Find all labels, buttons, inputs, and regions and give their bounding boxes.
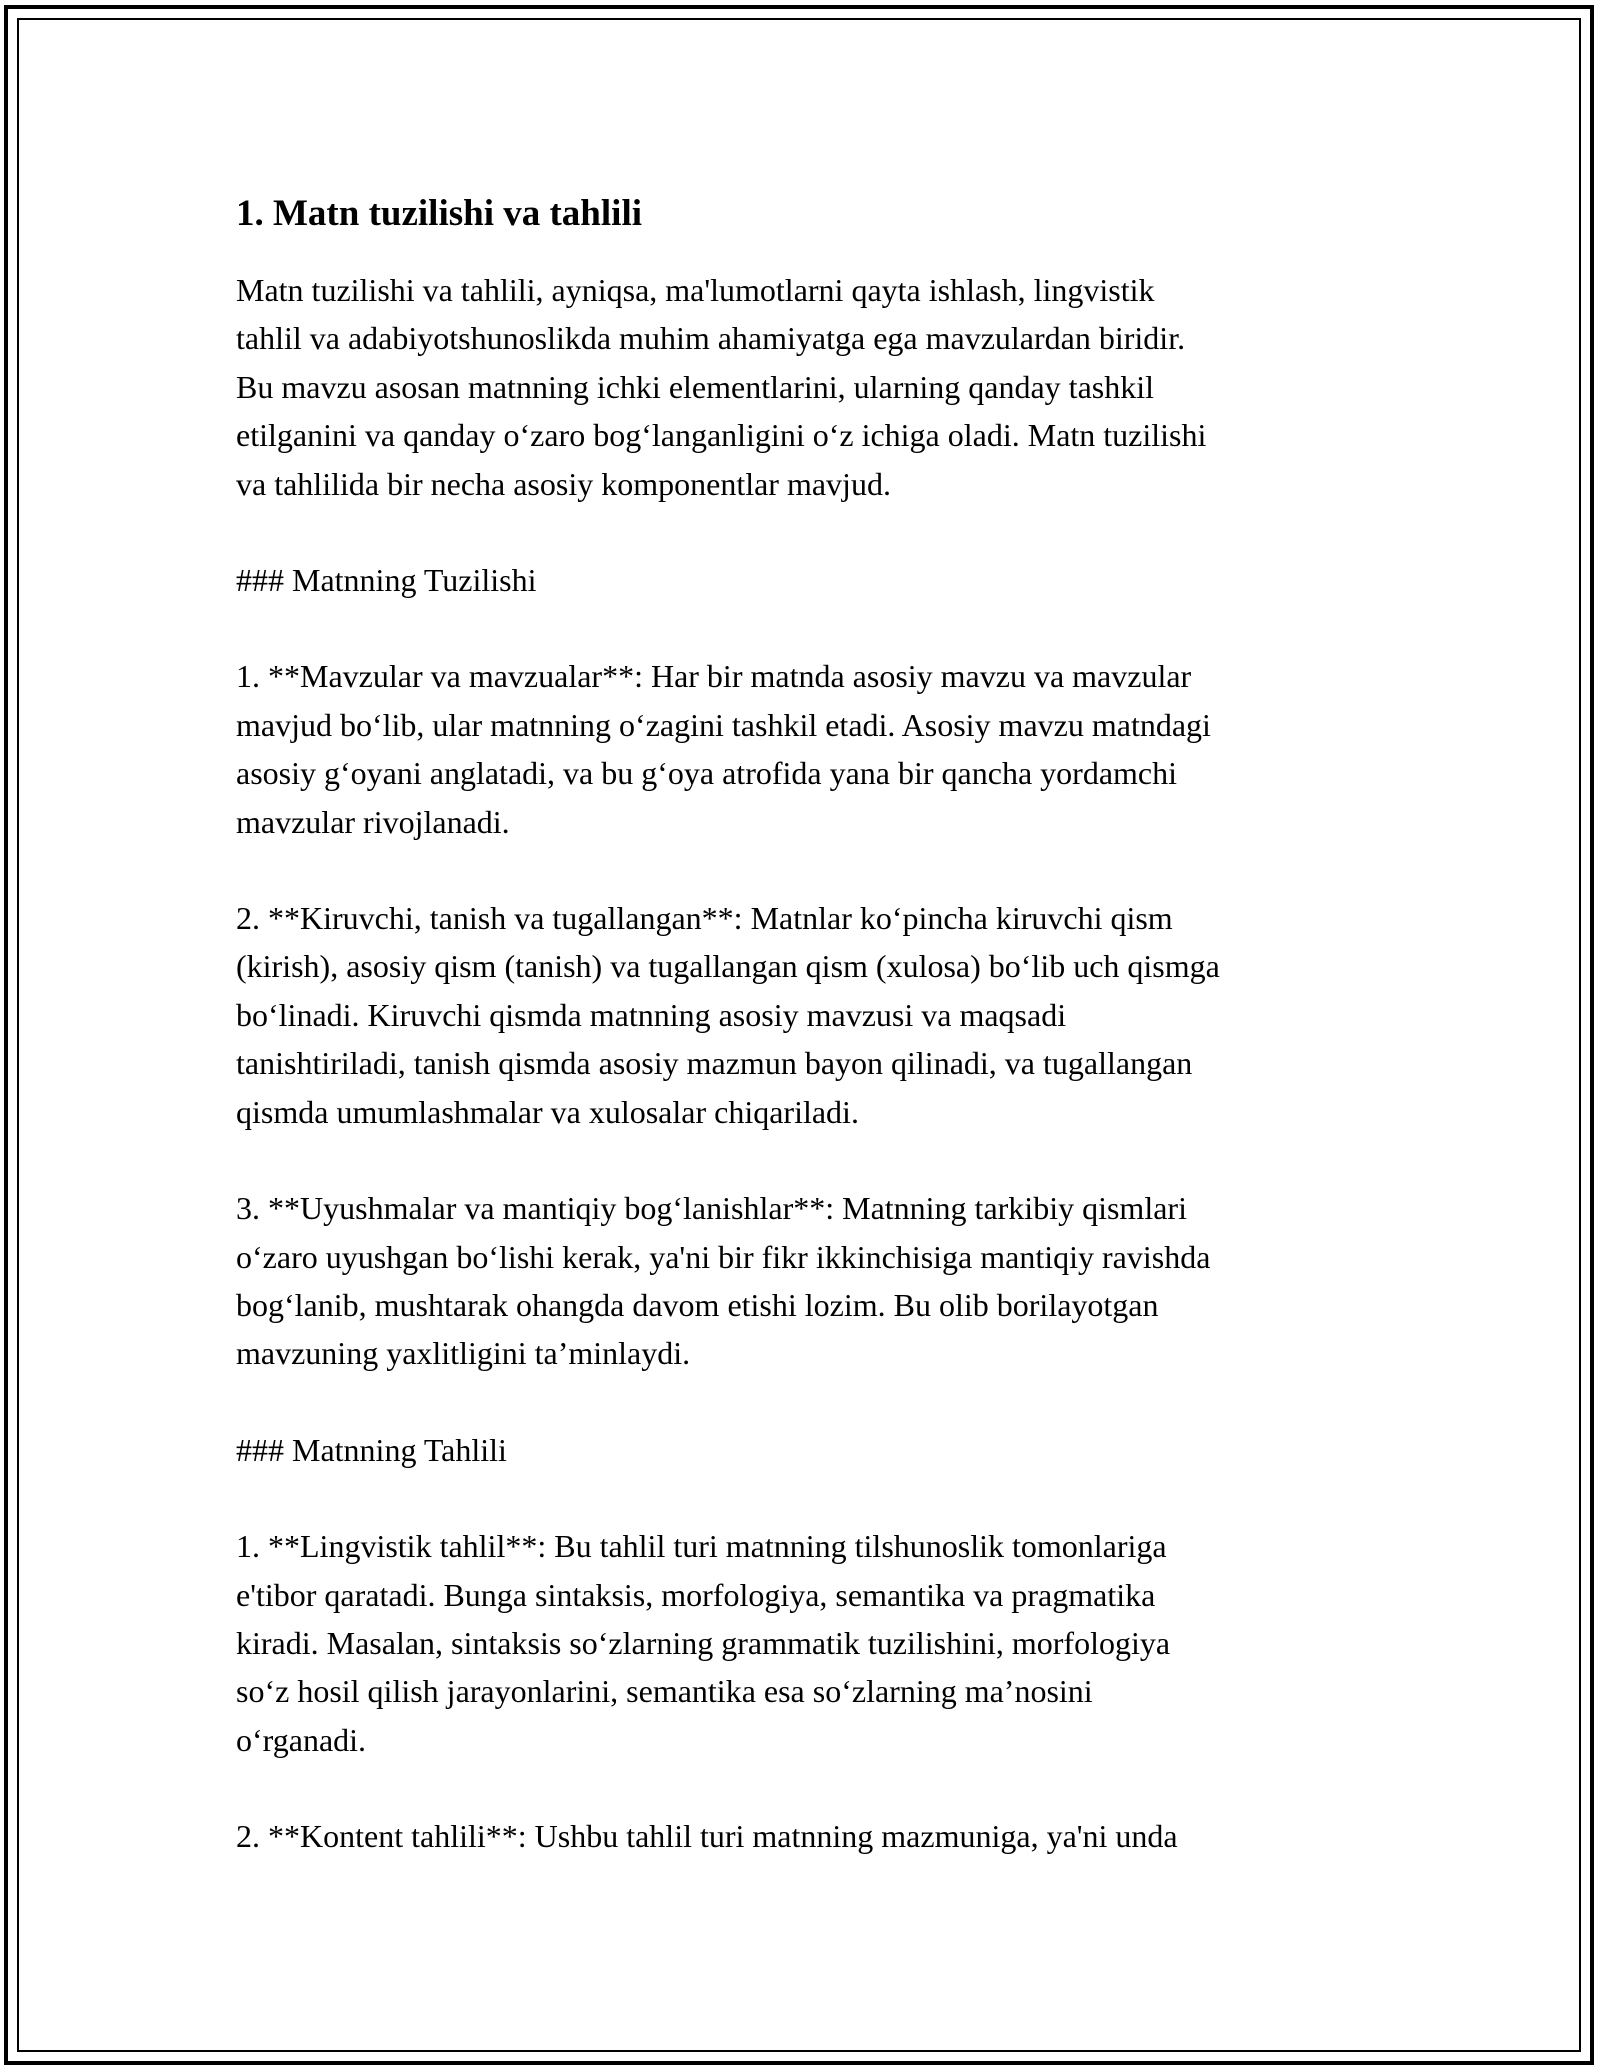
- list-item-kontent: 2. **Kontent tahlili**: Ushbu tahlil turi matnning mazmuniga, ya'ni unda: [236, 1818, 1178, 1855]
- list-item-uyushmalar: 3. **Uyushmalar va mantiqiy bog‘lanishlar**: Matnning tarkibiy qismlari o‘zaro uyushgan bo‘lishi kerak, ya'ni bir fikr ikkinchisiga mantiqiy ravishda bog‘lanib, mushtarak ohangda davom etishi lozim. Bu olib borilayotgan mavzuning yaxlitligini ta’minlaydi.: [236, 1190, 1211, 1372]
- section-heading-tahlili: ### Matnning Tahlili: [236, 1431, 507, 1468]
- list-item-kiruvchi: 2. **Kiruvchi, tanish va tugallangan**: Matnlar ko‘pincha kiruvchi qism (kirish), asosiy qism (tanish) va tugallangan qism (xulosa) bo‘lib uch qismga bo‘linadi. Kiruvchi qismda matnning asosiy mavzusi va maqsadi tanishtiriladi, tanish qismda asosiy mazmun bayon qilinadi, va tugallangan qismda umumlashmalar va xulosalar chiqariladi.: [236, 900, 1220, 1130]
- list-item-mavzular: 1. **Mavzular va mavzualar**: Har bir matnda asosiy mavzu va mavzular mavjud bo‘lib, ular matnning o‘zagini tashkil etadi. Asosiy mavzu matndagi asosiy g‘oyani anglatadi, va bu g‘oya atrofida yana bir qancha yordamchi mavzular rivojlanadi.: [236, 658, 1211, 840]
- document-body: [236, 190, 1376, 1861]
- section-heading-tuzilishi: ### Matnning Tuzilishi: [236, 562, 537, 599]
- document-title: 1. Matn tuzilishi va tahlili: [236, 193, 643, 234]
- list-item-lingvistik: 1. **Lingvistik tahlil**: Bu tahlil turi matnning tilshunoslik tomonlariga e'tibor qaratadi. Bunga sintaksis, morfologiya, semantika va pragmatika kiradi. Masalan, sintaksis so‘zlarning grammatik tuzilishini, morfologiya so‘z hosil qilish jarayonlarini, semantika esa so‘zlarning ma’nosini o‘rganadi.: [236, 1528, 1171, 1758]
- intro-paragraph: Matn tuzilishi va tahlili, ayniqsa, ma'lumotlarni qayta ishlash, lingvistik tahlil va adabiyotshunoslikda muhim ahamiyatga ega mavzulardan biridir. Bu mavzu asosan matnning ichki elementlarini, ularning qanday tashkil etilganini va qanday o‘zaro bog‘langanligini o‘z ichiga oladi. Matn tuzilishi va tahlilida bir necha asosiy komponentlar mavjud.: [236, 272, 1207, 502]
